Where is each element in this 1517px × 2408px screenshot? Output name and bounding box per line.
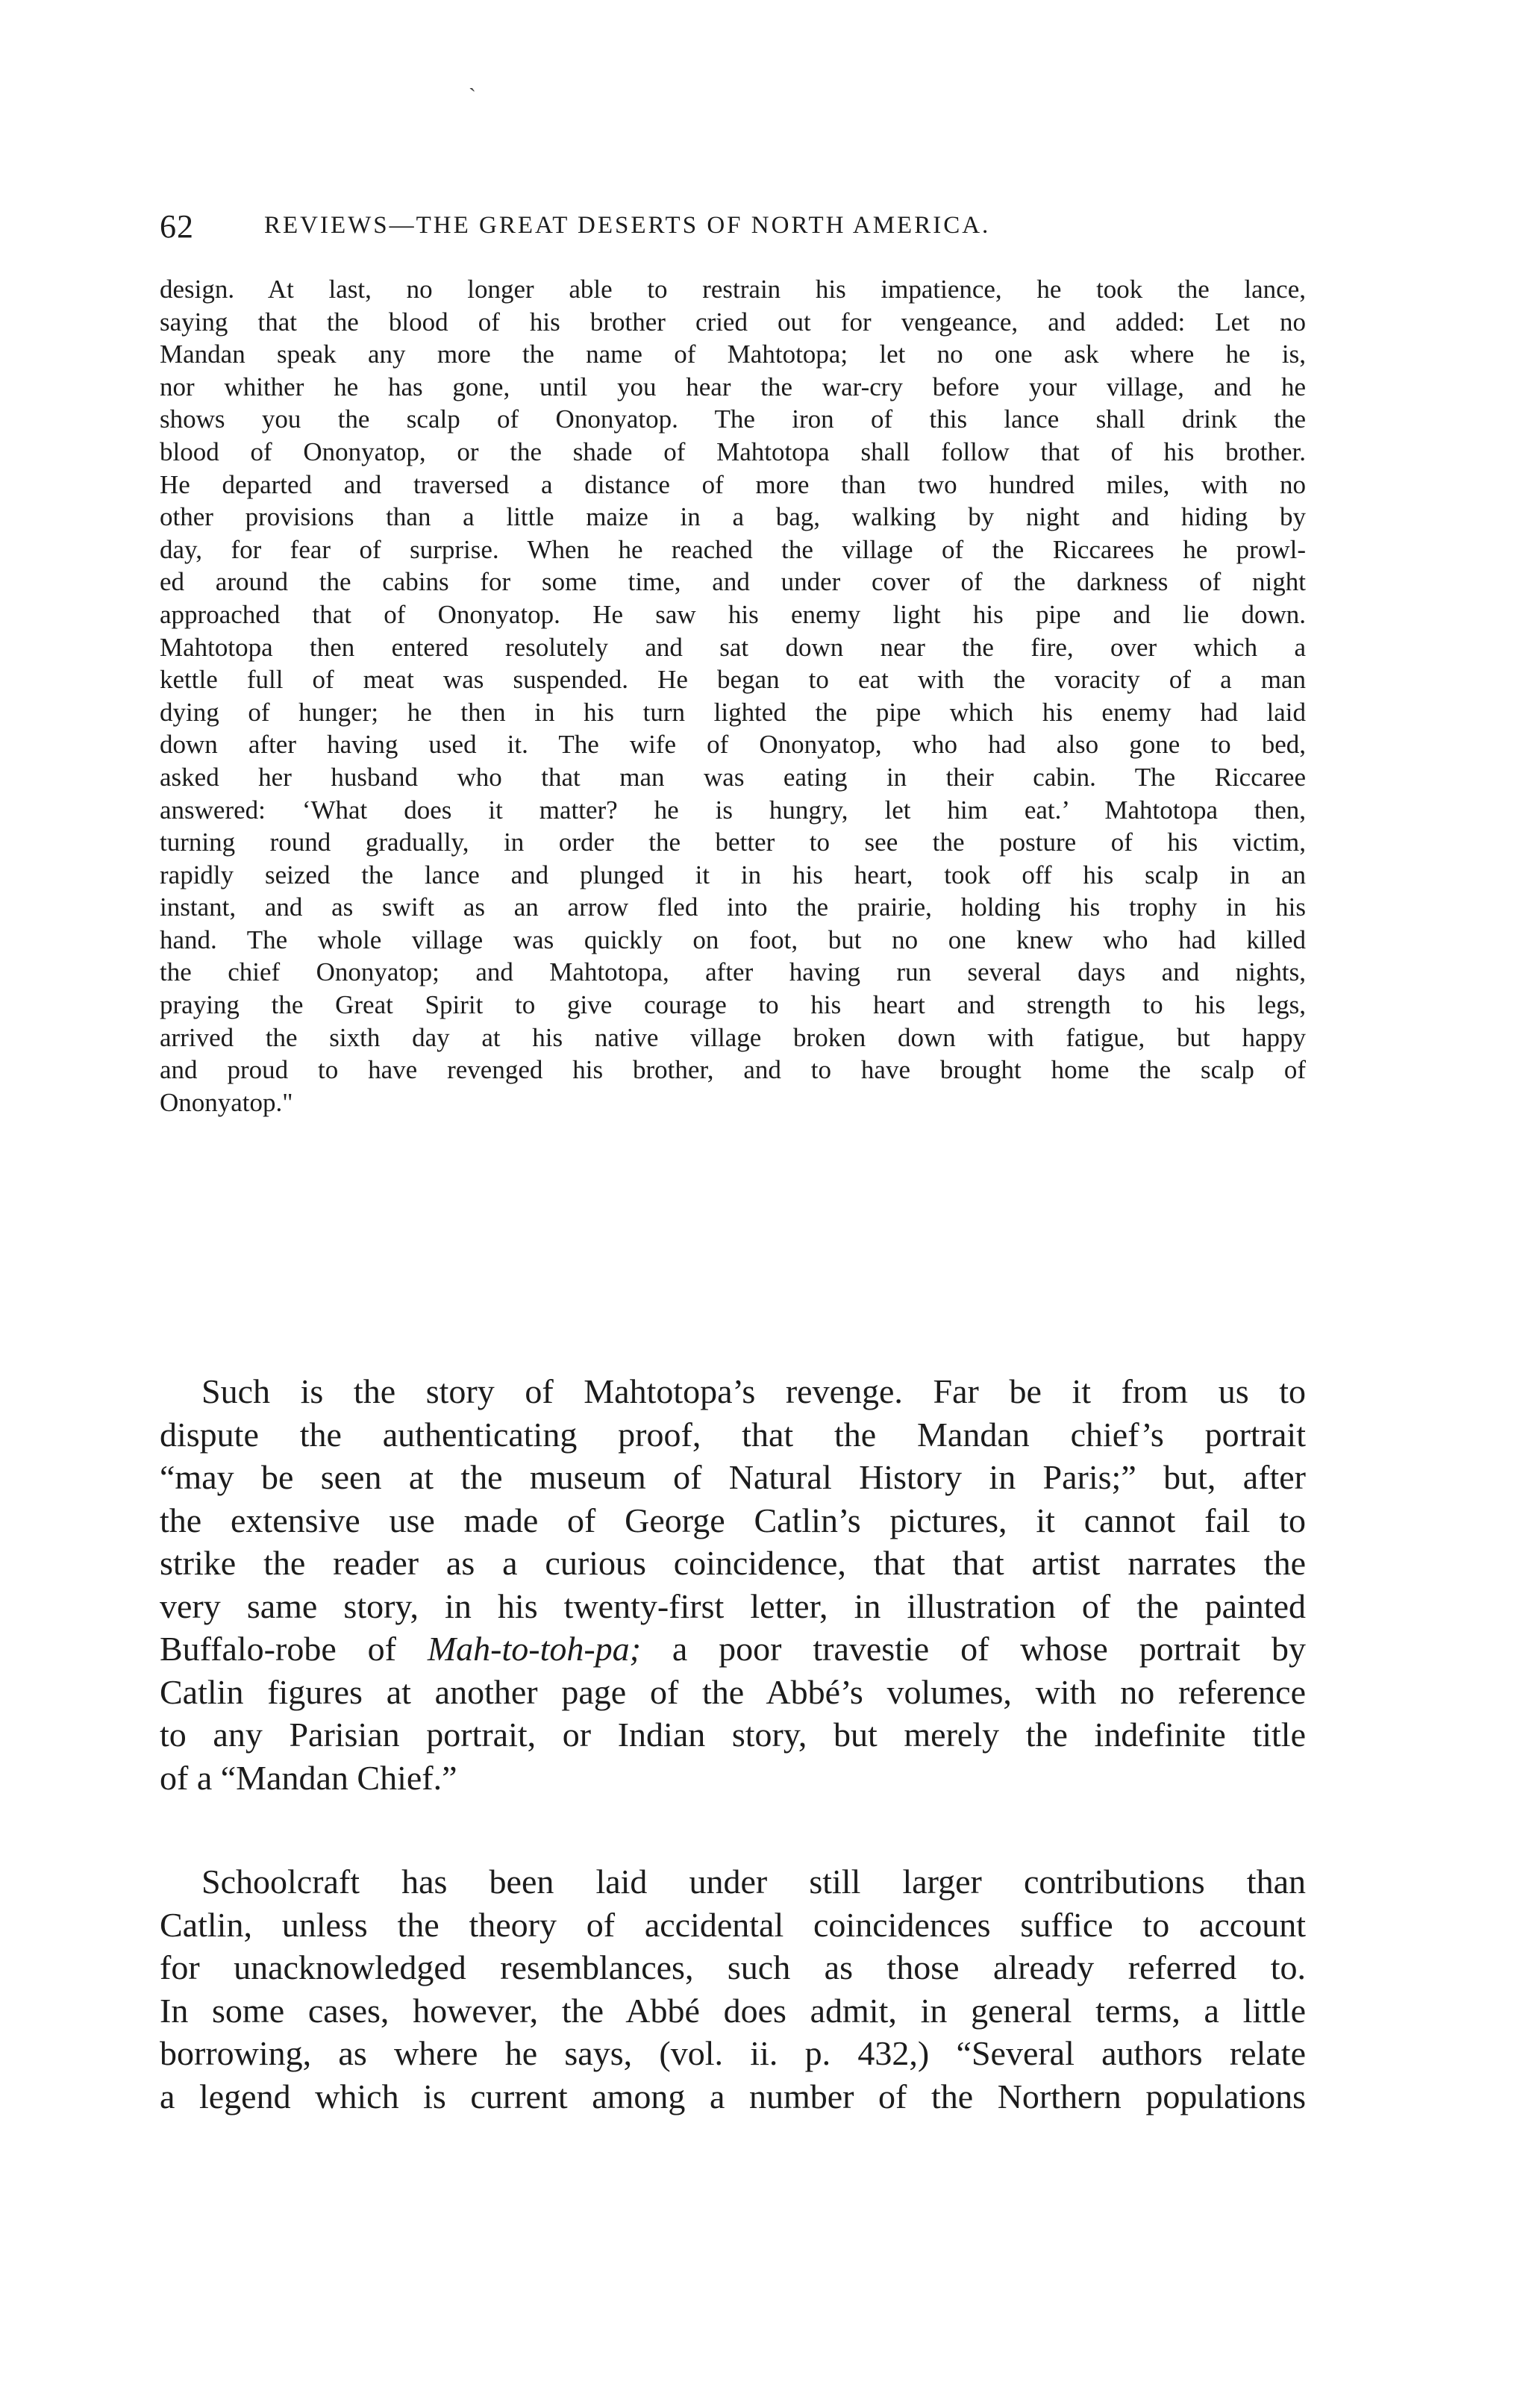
- paragraph-line: strike the reader as a curious coincidence, that that artist narrates the: [160, 1544, 1306, 1582]
- paragraph-line: a legend which is current among a number of the Northern populations: [160, 2077, 1306, 2115]
- paragraph-line: “may be seen at the museum of Natural History in Paris;” but, after: [160, 1458, 1306, 1496]
- quote-line: answered: ‘What does it matter? he is hungry, let him eat.’ Mahtotopa then,: [160, 795, 1306, 825]
- quote-line: Mandan speak any more the name of Mahtotopa; let no one ask where he is,: [160, 340, 1306, 369]
- paragraph-line: [160, 1627, 1306, 1671]
- paragraph-schoolcraft: [160, 1860, 1306, 2118]
- quote-line: turning round gradually, in order the better to see the posture of his victim,: [160, 828, 1306, 857]
- quote-line: design. At last, no longer able to restrain his impatience, he took the lance,: [160, 275, 1306, 304]
- quote-line: other provisions than a little maize in a bag, walking by night and hiding by: [160, 502, 1306, 532]
- paragraph-line: Catlin, unless the theory of accidental coincidences suffice to account: [160, 1905, 1306, 1944]
- paragraph-line: the extensive use made of George Catlin’s pictures, it cannot fail to: [160, 1501, 1306, 1539]
- quote-line: approached that of Ononyatop. He saw his enemy light his pipe and lie down.: [160, 599, 1306, 629]
- quote-line: hand. The whole village was quickly on foot, but no one knew who had killed: [160, 925, 1306, 954]
- paragraph-line: Schoolcraft has been laid under still larger contributions than: [201, 1863, 1306, 1901]
- print-speck: ˎ: [469, 67, 476, 92]
- quote-line: rapidly seized the lance and plunged it in his heart, took off his scalp in an: [160, 860, 1306, 889]
- quote-line: Ononyatop.": [160, 1087, 293, 1117]
- quote-line: blood of Ononyatop, or the shade of Mahtotopa shall follow that of his brother.: [160, 437, 1306, 466]
- line-text: Buffalo-robe of: [160, 1630, 428, 1668]
- paragraph-line: for unacknowledged resemblances, such as those already referred to.: [160, 1948, 1306, 1986]
- paragraph-line: borrowing, as where he says, (vol. ii. p. 432,) “Several authors relate: [160, 2034, 1306, 2072]
- quote-line: and proud to have revenged his brother, and to have brought home the scalp of: [160, 1055, 1306, 1085]
- paragraph-mahtotopa-revenge: [160, 1370, 1306, 1799]
- quote-line: Mahtotopa then entered resolutely and sat down near the fire, over which a: [160, 632, 1306, 662]
- quote-line: dying of hunger; he then in his turn lighted the pipe which his enemy had laid: [160, 697, 1306, 727]
- quote-line: praying the Great Spirit to give courage to his heart and strength to his legs,: [160, 990, 1306, 1020]
- quote-line: nor whither he has gone, until you hear the war-cry before your village, and he: [160, 372, 1306, 401]
- paragraph-line: Such is the story of Mahtotopa’s revenge. Far be it from us to: [201, 1372, 1306, 1410]
- quoted-passage: [160, 273, 1306, 1119]
- paragraph-line: of a “Mandan Chief.”: [160, 1758, 457, 1797]
- paragraph-line: to any Parisian portrait, or Indian story, but merely the indefinite title: [160, 1716, 1306, 1754]
- paragraph-line: very same story, in his twenty-first letter, in illustration of the painted: [160, 1586, 1306, 1625]
- paragraph-line: Catlin figures at another page of the Abbé’s volumes, with no reference: [160, 1672, 1306, 1711]
- italic-name: Mah-to-toh-pa;: [427, 1630, 641, 1668]
- quote-line: down after having used it. The wife of Ononyatop, who had also gone to bed,: [160, 730, 1306, 760]
- quote-line: instant, and as swift as an arrow fled into the prairie, holding his trophy in his: [160, 892, 1306, 922]
- quote-line: asked her husband who that man was eating in their cabin. The Riccaree: [160, 762, 1306, 792]
- quote-line: the chief Ononyatop; and Mahtotopa, after having run several days and nights,: [160, 957, 1306, 987]
- quote-line: shows you the scalp of Ononyatop. The iron of this lance shall drink the: [160, 404, 1306, 434]
- running-head: REVIEWS—THE GREAT DESERTS OF NORTH AMERICA.: [264, 212, 991, 239]
- quote-line: arrived the sixth day at his native village broken down with fatigue, but happy: [160, 1022, 1306, 1052]
- quote-line: day, for fear of surprise. When he reached the village of the Riccarees he prowl-: [160, 534, 1306, 564]
- quote-line: He departed and traversed a distance of more than two hundred miles, with no: [160, 469, 1306, 499]
- page-header: [160, 207, 1294, 252]
- page-number: 62: [160, 208, 194, 245]
- quote-line: ed around the cabins for some time, and under cover of the darkness of night: [160, 567, 1306, 597]
- paragraph-line: dispute the authenticating proof, that the Mandan chief’s portrait: [160, 1415, 1306, 1454]
- quote-line: kettle full of meat was suspended. He began to eat with the voracity of a man: [160, 665, 1306, 695]
- quote-line: saying that the blood of his brother cried out for vengeance, and added: Let no: [160, 307, 1306, 337]
- line-text: a poor travestie of whose portrait by: [640, 1630, 1306, 1668]
- paragraph-line: In some cases, however, the Abbé does admit, in general terms, a little: [160, 1991, 1306, 2030]
